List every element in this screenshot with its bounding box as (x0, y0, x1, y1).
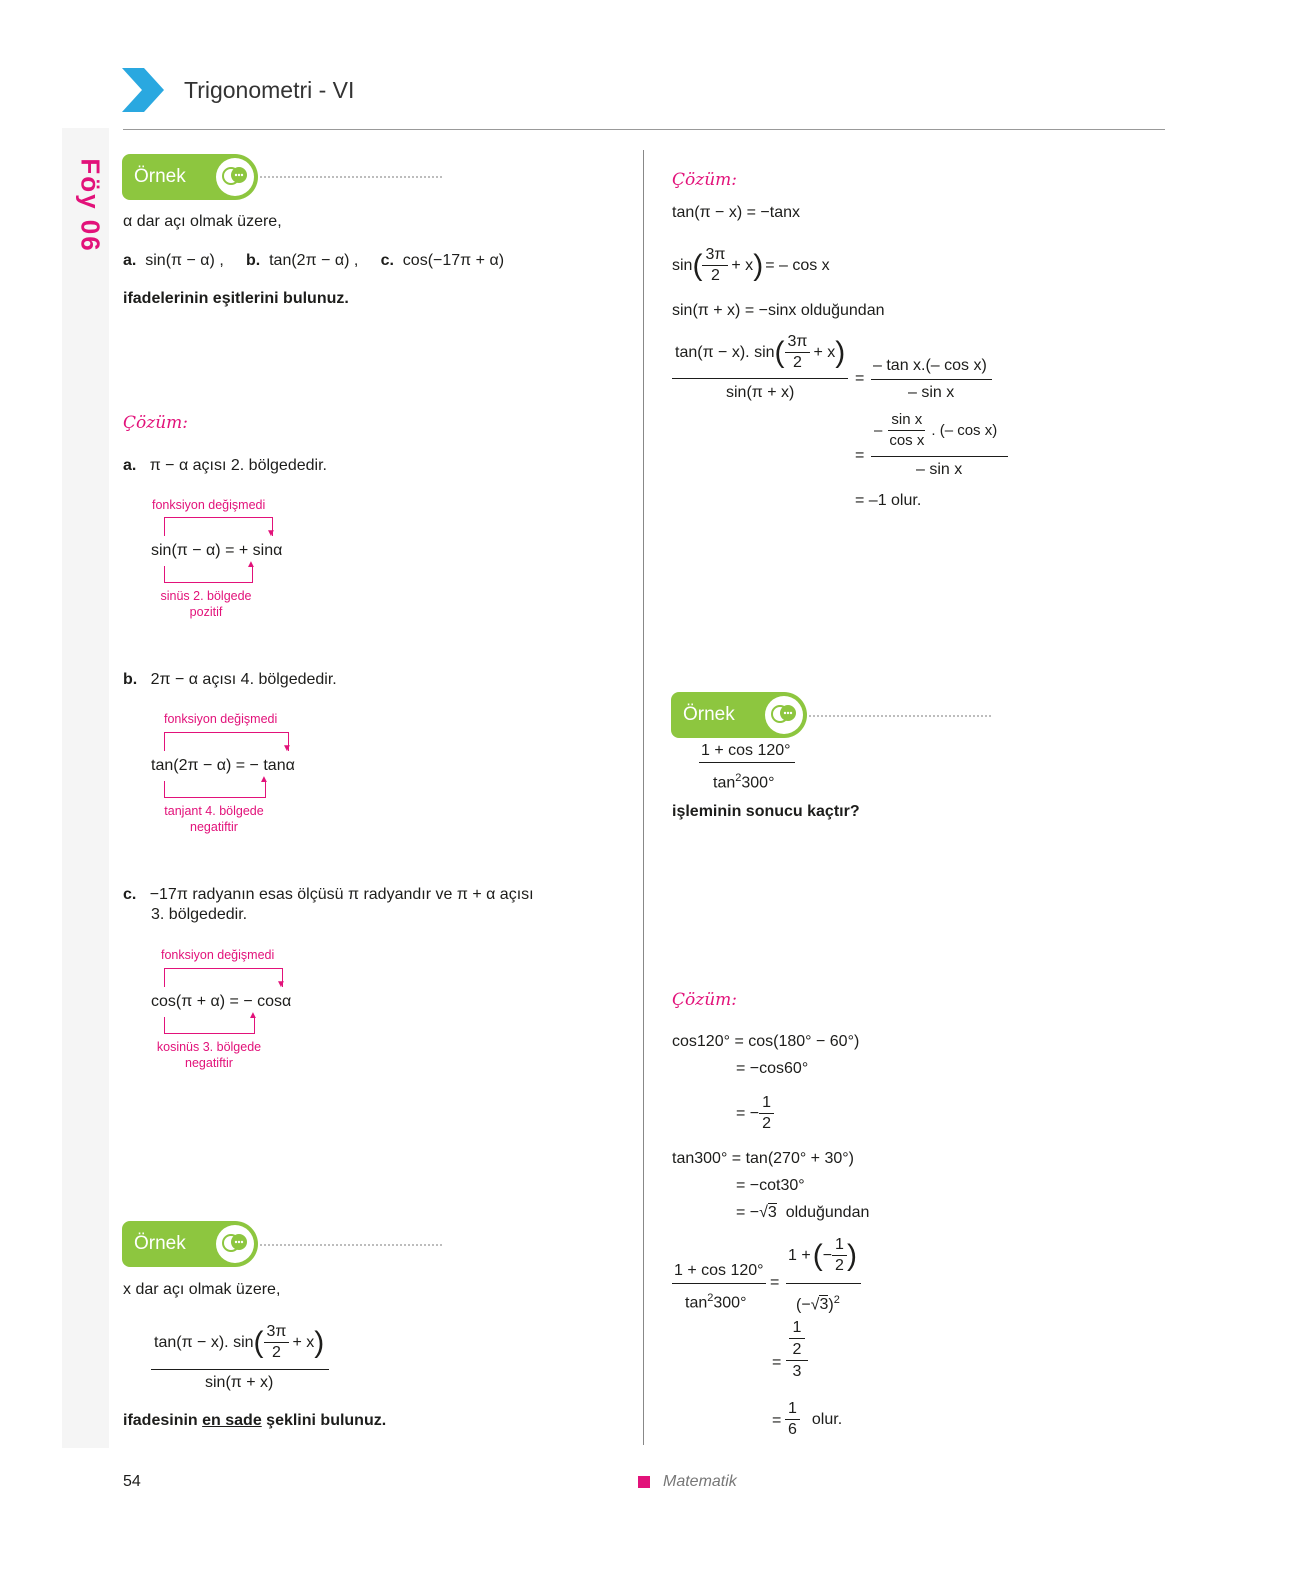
solution-label: Çözüm: (123, 413, 188, 433)
final-denominator: $\tan^2300^\circ$ (685, 1292, 747, 1312)
solution-line-1: tan(π − x) = −tanx (672, 204, 800, 221)
arrow-down-icon: ▼ (282, 743, 292, 754)
bracket-top (164, 732, 289, 751)
fraction-bar (786, 1283, 861, 1284)
arrow-up-icon: ▲ (246, 559, 256, 570)
expression-numerator: tan(π − x). sin ( $\frac{3\pi}{2}$ + x ) (154, 1323, 325, 1361)
example-question: işleminin sonucu kaçtır? (672, 803, 860, 820)
chevron-logo-icon (122, 68, 164, 112)
tan-line-2: = −cot30° (736, 1177, 805, 1194)
part-a-text: a. π − α açısı 2. bölgededir. (123, 457, 327, 474)
arrow-down-icon: ▼ (266, 528, 276, 539)
header-rule (123, 129, 1165, 130)
step1-denominator: $(-√3)^2$ (796, 1294, 840, 1314)
bracket-bottom (164, 566, 253, 583)
step2-compound-fraction: 1 2 3 (786, 1318, 808, 1381)
cos-line-2: = −cos60° (736, 1060, 809, 1077)
solution-label: Çözüm: (672, 170, 737, 190)
tan-line-1: tan300° = tan(270° + 30°) (672, 1150, 854, 1167)
cos-line-1: cos120° = cos(180° − 60°) (672, 1033, 860, 1050)
example-intro: α dar açı olmak üzere, (123, 213, 282, 230)
equals-sign: = (772, 1354, 782, 1371)
fraction-bar (699, 762, 795, 763)
fraction-bar (871, 456, 1008, 457)
column-divider (643, 150, 644, 1445)
arrow-up-icon: ▲ (259, 774, 269, 785)
result-denominator: – sin x (908, 384, 955, 401)
final-numerator: 1 + cos 120° (674, 1262, 764, 1279)
final-result: = –1 olur. (855, 492, 922, 509)
big-fraction-numerator: tan(π − x). sin ( $\frac{3\pi}{2}$ + x ) (675, 333, 846, 371)
ornek-badge: Örnek (122, 154, 258, 200)
ornek-badge: Örnek (122, 1221, 258, 1267)
sqrt-icon: √ (759, 1204, 768, 1221)
dotted-divider (260, 176, 442, 178)
annotation-bottom: sinüs 2. bölgede pozitif (160, 589, 252, 619)
sqrt-icon: √ (810, 1296, 820, 1314)
equals-sign: = (855, 447, 865, 464)
expression-denominator: sin(π + x) (205, 1374, 274, 1391)
fraction-bar (672, 1283, 766, 1284)
bracket-top (164, 968, 283, 987)
solution-label: Çözüm: (672, 990, 737, 1010)
bracket-top (164, 517, 273, 536)
side-strip (62, 128, 109, 1448)
step3-fraction: $\frac{1}{6}$ olur. (785, 1399, 842, 1440)
arrow-down-icon: ▼ (276, 979, 286, 990)
bracket-bottom (164, 781, 266, 798)
question-denominator: $\tan^2300^\circ$ (713, 772, 775, 792)
bracket-bottom (164, 1017, 255, 1034)
step1-numerator: 1 + ( − $\frac{1}{2}$ ) (788, 1236, 857, 1274)
equals-sign: = (855, 370, 865, 387)
question-numerator: 1 + cos 120° (701, 742, 791, 759)
dotted-divider (260, 1244, 442, 1246)
page-number: 54 (123, 1473, 141, 1490)
equals-sign: = (772, 1412, 782, 1429)
square-bullet-icon (638, 1476, 650, 1488)
footer-subject: Matematik (663, 1473, 737, 1490)
speech-bubbles-icon (765, 696, 803, 734)
arrow-up-icon: ▲ (248, 1010, 258, 1021)
annotation-bottom: kosinüs 3. bölgede negatiftir (156, 1040, 262, 1070)
example-intro: x dar açı olmak üzere, (123, 1281, 281, 1298)
result-numerator: – tan x.(– cos x) (873, 357, 987, 374)
annotation-bottom: tanjant 4. bölgede negatiftir (164, 804, 264, 834)
dotted-divider (809, 715, 991, 717)
side-tab-label: Föy 06 (75, 158, 106, 253)
fraction-bar (151, 1369, 329, 1370)
speech-bubbles-icon (216, 158, 254, 196)
equation: tan(2π − α) = − tanα (151, 757, 295, 774)
part-c-text-2: 3. bölgededir. (151, 906, 248, 923)
part-b-text: b. 2π − α açısı 4. bölgededir. (123, 671, 337, 688)
example-items: a. sin(π − α) , b. tan(2π − α) , c. cos(−17π + α) (123, 252, 505, 269)
equals-sign: = (770, 1274, 780, 1291)
cos-line-3: = − $\frac{1}{2}$ (736, 1093, 774, 1134)
tan-line-3: = −√3 olduğundan (736, 1204, 870, 1221)
fraction-bar (871, 379, 992, 380)
annotation-top: fonksiyon değişmedi (164, 712, 278, 726)
compound-denominator: – sin x (916, 461, 963, 478)
example-question: ifadesinin en sade şeklini bulunuz. (123, 1412, 387, 1429)
equation: cos(π + α) = − cosα (151, 993, 292, 1010)
page-title: Trigonometri - VI (184, 77, 355, 103)
solution-line-2: sin ( $\frac{3\pi}{2}$ + x ) = – cos x (672, 246, 830, 284)
speech-bubbles-icon (216, 1225, 254, 1263)
part-c-text: c. −17π radyanın esas ölçüsü π radyandır ve π + α açısı (123, 886, 534, 903)
ornek-badge: Örnek (671, 692, 807, 738)
big-fraction-denominator: sin(π + x) (726, 384, 795, 401)
solution-line-3: sin(π + x) = −sinx olduğundan (672, 302, 885, 319)
annotation-top: fonksiyon değişmedi (161, 948, 275, 962)
compound-numerator: – $\frac{\text{sin x}}{\text{cos x}}$ . (– cos x) (874, 411, 998, 449)
equation: sin(π − α) = + sinα (151, 542, 283, 559)
annotation-top: fonksiyon değişmedi (152, 498, 266, 512)
fraction-bar (672, 378, 848, 379)
example-question: ifadelerinin eşitlerini bulunuz. (123, 290, 349, 307)
